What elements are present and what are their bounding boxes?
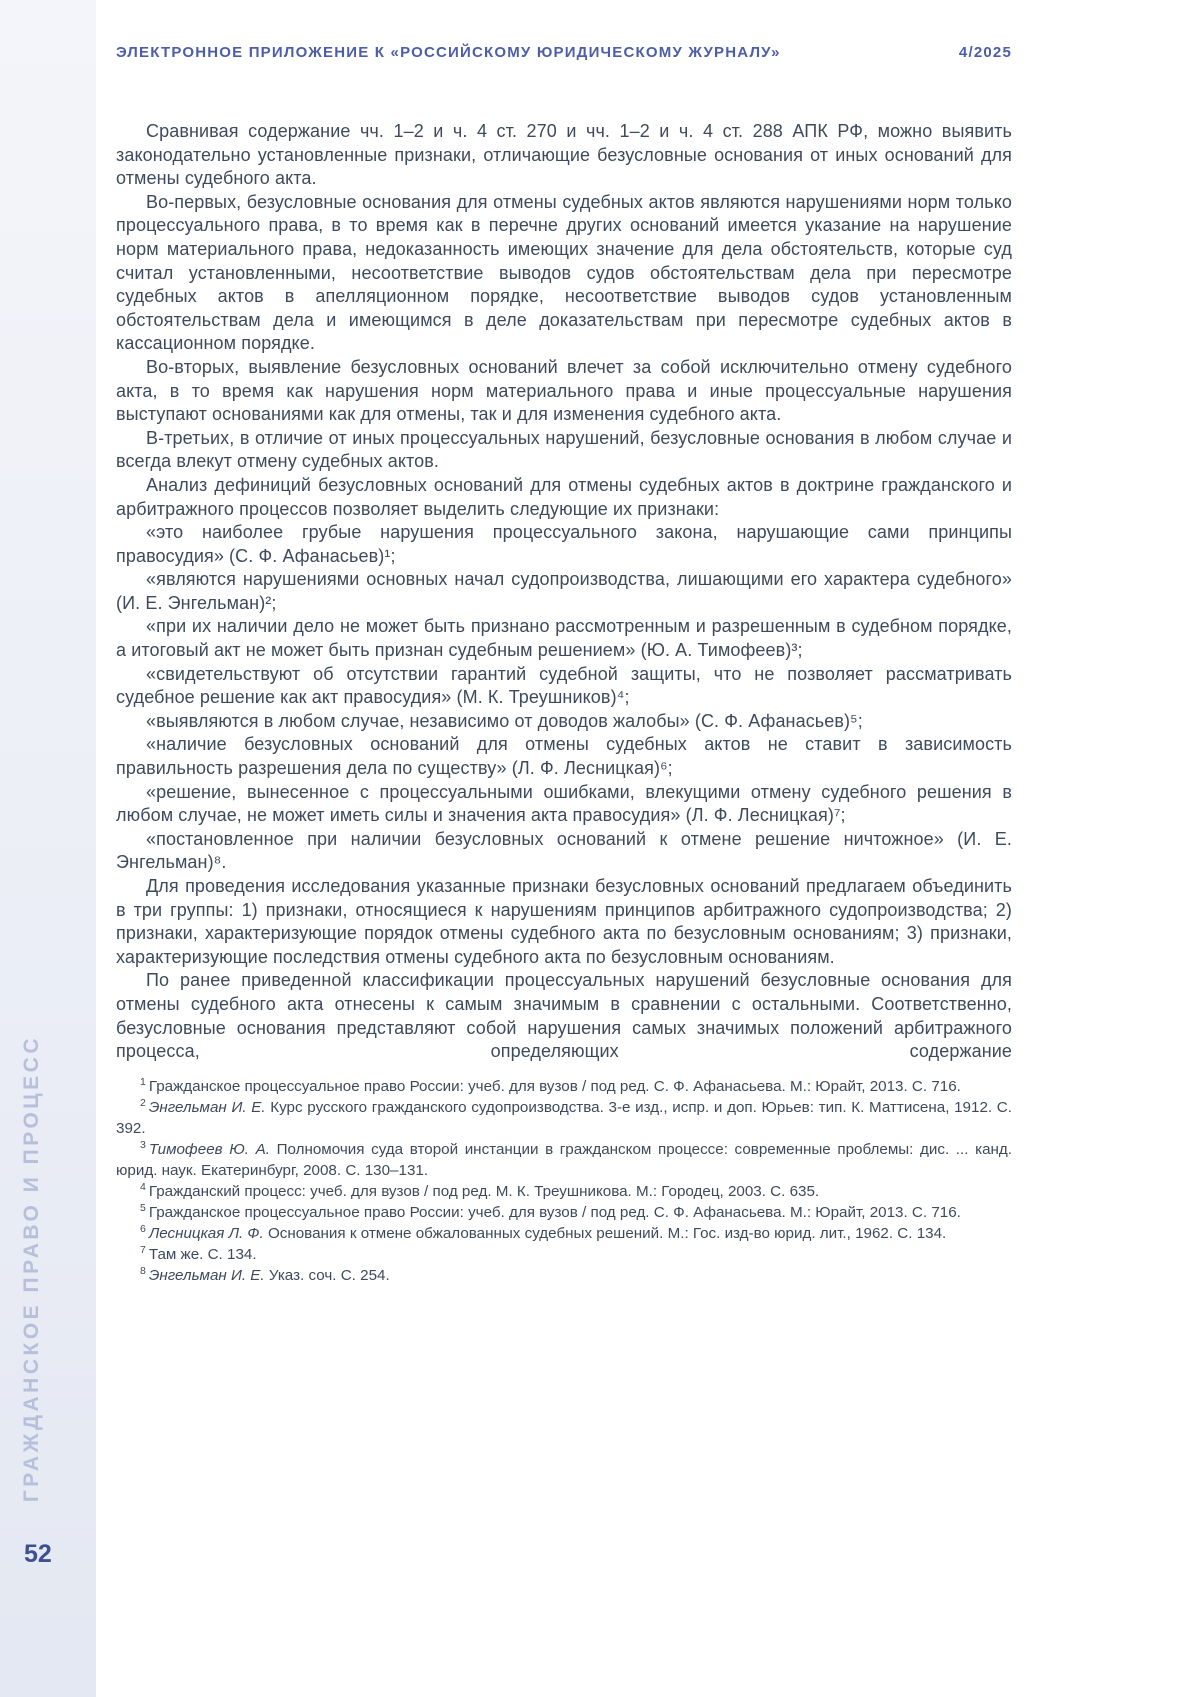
footnote-text: Указ. соч. С. 254. bbox=[264, 1266, 390, 1284]
footnote-text: Гражданское процессуальное право России: учеб. для вузов / под ред. С. Ф. Афанасьева. М.: Юрайт, 2013. С. 716. bbox=[148, 1077, 961, 1095]
footnote-marker: 8 bbox=[140, 1264, 146, 1277]
footnote-text: Там же. С. 134. bbox=[148, 1245, 257, 1263]
footnote-author: Энгельман И. Е. bbox=[148, 1098, 266, 1116]
footnote-marker: 5 bbox=[140, 1201, 146, 1214]
article-body bbox=[116, 120, 1012, 1286]
footnotes bbox=[116, 1076, 1012, 1286]
footnote bbox=[116, 1223, 1012, 1244]
body-paragraph: «это наиболее грубые нарушения процессуального закона, нарушающие сами принципы правосудия» (С. Ф. Афанасьев)¹; bbox=[116, 522, 1012, 566]
footnote bbox=[116, 1202, 1012, 1223]
body-paragraph: «наличие безусловных оснований для отмены судебных актов не ставит в зависимость правильность разрешения дела по существу» (Л. Ф. Лесницкая)⁶; bbox=[116, 734, 1012, 779]
footnote-author: Энгельман И. Е. bbox=[148, 1266, 265, 1284]
footnote-text: Основания к отмене обжалованных судебных решений. М.: Гос. изд-во юрид. лит., 1962. С. 134. bbox=[263, 1224, 947, 1242]
footnote bbox=[116, 1139, 1012, 1181]
body-paragraph: По ранее приведенной классификации процессуальных нарушений безусловные основания для отмены судебного акта отнесены к самым значимым в сравнении с остальными. Соответственно, безусловные основания представляют собой нарушения самых значимых положений арбитражного процесса, определяющих содержание bbox=[116, 970, 1012, 1062]
body-paragraph: Анализ дефиниций безусловных оснований для отмены судебных актов в доктрине гражданского и арбитражного процессов позволяет выделить следующие их признаки: bbox=[116, 474, 1012, 519]
page-number: 52 bbox=[24, 1540, 52, 1568]
footnote bbox=[116, 1244, 1012, 1265]
footnote-author: Тимофеев Ю. А. bbox=[148, 1140, 270, 1158]
footnote-author: Лесницкая Л. Ф. bbox=[148, 1224, 264, 1242]
footnote bbox=[116, 1097, 1012, 1139]
footnote bbox=[116, 1265, 1012, 1286]
footnote-marker: 1 bbox=[140, 1075, 146, 1088]
body-paragraph: Во-первых, безусловные основания для отмены судебных актов являются нарушениями норм только процессуального права, в то время как в перечне других оснований имеется указание на нарушение норм материального права, недоказанность имеющих значение для дела обстоятельств, которые суд считал установленными, несоответствие выводов судов обстоятельствам дела при пересмотре судебных актов в апелляционном порядке, несоответствие выводов судов установленным обстоятельствам дела и имеющимся в деле доказательствам при пересмотре судебных актов в кассационном порядке. bbox=[116, 191, 1012, 354]
section-sidebar bbox=[0, 0, 96, 1697]
footnote-marker: 4 bbox=[140, 1180, 146, 1193]
body-paragraph: «являются нарушениями основных начал судопроизводства, лишающими его характера судебного» (И. Е. Энгельман)²; bbox=[116, 569, 1012, 613]
footnote-text: Гражданский процесс: учеб. для вузов / под ред. М. К. Треушникова. М.: Городец, 2003. С. 635. bbox=[148, 1182, 820, 1200]
body-paragraph: «выявляются в любом случае, независимо от доводов жалобы» (С. Ф. Афанасьев)⁵; bbox=[146, 710, 863, 731]
body-paragraph: «при их наличии дело не может быть признано рассмотренным и разрешенным в судебном порядке, а итоговый акт не может быть признан судебным решением» (Ю. А. Тимофеев)³; bbox=[116, 616, 1012, 661]
body-paragraph: Сравнивая содержание чч. 1–2 и ч. 4 ст. 270 и чч. 1–2 и ч. 4 ст. 288 АПК РФ, можно выявить законодательно установленные признаки, отличающие безусловные основания от иных оснований для отмены судебного акта. bbox=[116, 121, 1012, 189]
footnote-marker: 3 bbox=[140, 1138, 146, 1151]
footnote-marker: 6 bbox=[140, 1222, 146, 1235]
body-paragraph: «решение, вынесенное с процессуальными ошибками, влекущими отмену судебного решения в любом случае, не может иметь силы и значения акта правосудия» (Л. Ф. Лесницкая)⁷; bbox=[116, 781, 1012, 826]
footnote bbox=[116, 1076, 1012, 1097]
page-header bbox=[116, 44, 1012, 61]
issue-number: 4/2025 bbox=[958, 44, 1012, 61]
footnote-text: Курс русского гражданского судопроизводства. 3-е изд., испр. и доп. Юрьев: тип. К. Маттисена, 1912. С. 392. bbox=[116, 1098, 1012, 1137]
body-paragraph: Для проведения исследования указанные признаки безусловных оснований предлагаем объединить в три группы: 1) признаки, относящиеся к нарушениям принципов арбитражного судопроизводства; 2) признаки, характеризующие порядок отмены судебного акта по безусловным основаниям; 3) признаки, характеризующие последствия отмены судебного акта по безусловным основаниям. bbox=[116, 876, 1012, 967]
footnote-text: Гражданское процессуальное право России: учеб. для вузов / под ред. С. Ф. Афанасьева. М.: Юрайт, 2013. С. 716. bbox=[148, 1203, 961, 1221]
footnote-text: Полномочия суда второй инстанции в гражданском процессе: современные проблемы: дис. ... канд. юрид. наук. Екатеринбург, 2008. С. 130–131. bbox=[116, 1140, 1012, 1179]
body-paragraph: В-третьих, в отличие от иных процессуальных нарушений, безусловные основания в любом случае и всегда влекут отмену судебных актов. bbox=[116, 427, 1012, 472]
section-label: ГРАЖДАНСКОЕ ПРАВО И ПРОЦЕСС bbox=[20, 1034, 43, 1502]
footnote-marker: 7 bbox=[140, 1243, 146, 1256]
journal-title: ЭЛЕКТРОННОЕ ПРИЛОЖЕНИЕ К «РОССИЙСКОМУ ЮРИДИЧЕСКОМУ ЖУРНАЛУ» bbox=[116, 44, 781, 61]
footnote bbox=[116, 1181, 1012, 1202]
body-paragraph: «свидетельствуют об отсутствии гарантий судебной защиты, что не позволяет рассматривать судебное решение как акт правосудия» (М. К. Треушников)⁴; bbox=[116, 663, 1012, 708]
body-paragraph: «постановленное при наличии безусловных оснований к отмене решение ничтожное» (И. Е. Энгельман)⁸. bbox=[116, 828, 1012, 873]
footnote-marker: 2 bbox=[140, 1096, 146, 1109]
body-paragraph: Во-вторых, выявление безусловных оснований влечет за собой исключительно отмену судебного акта, в то время как нарушения норм материального права и иные процессуальные нарушения выступают основаниями как для отмены, так и для изменения судебного акта. bbox=[116, 356, 1012, 425]
